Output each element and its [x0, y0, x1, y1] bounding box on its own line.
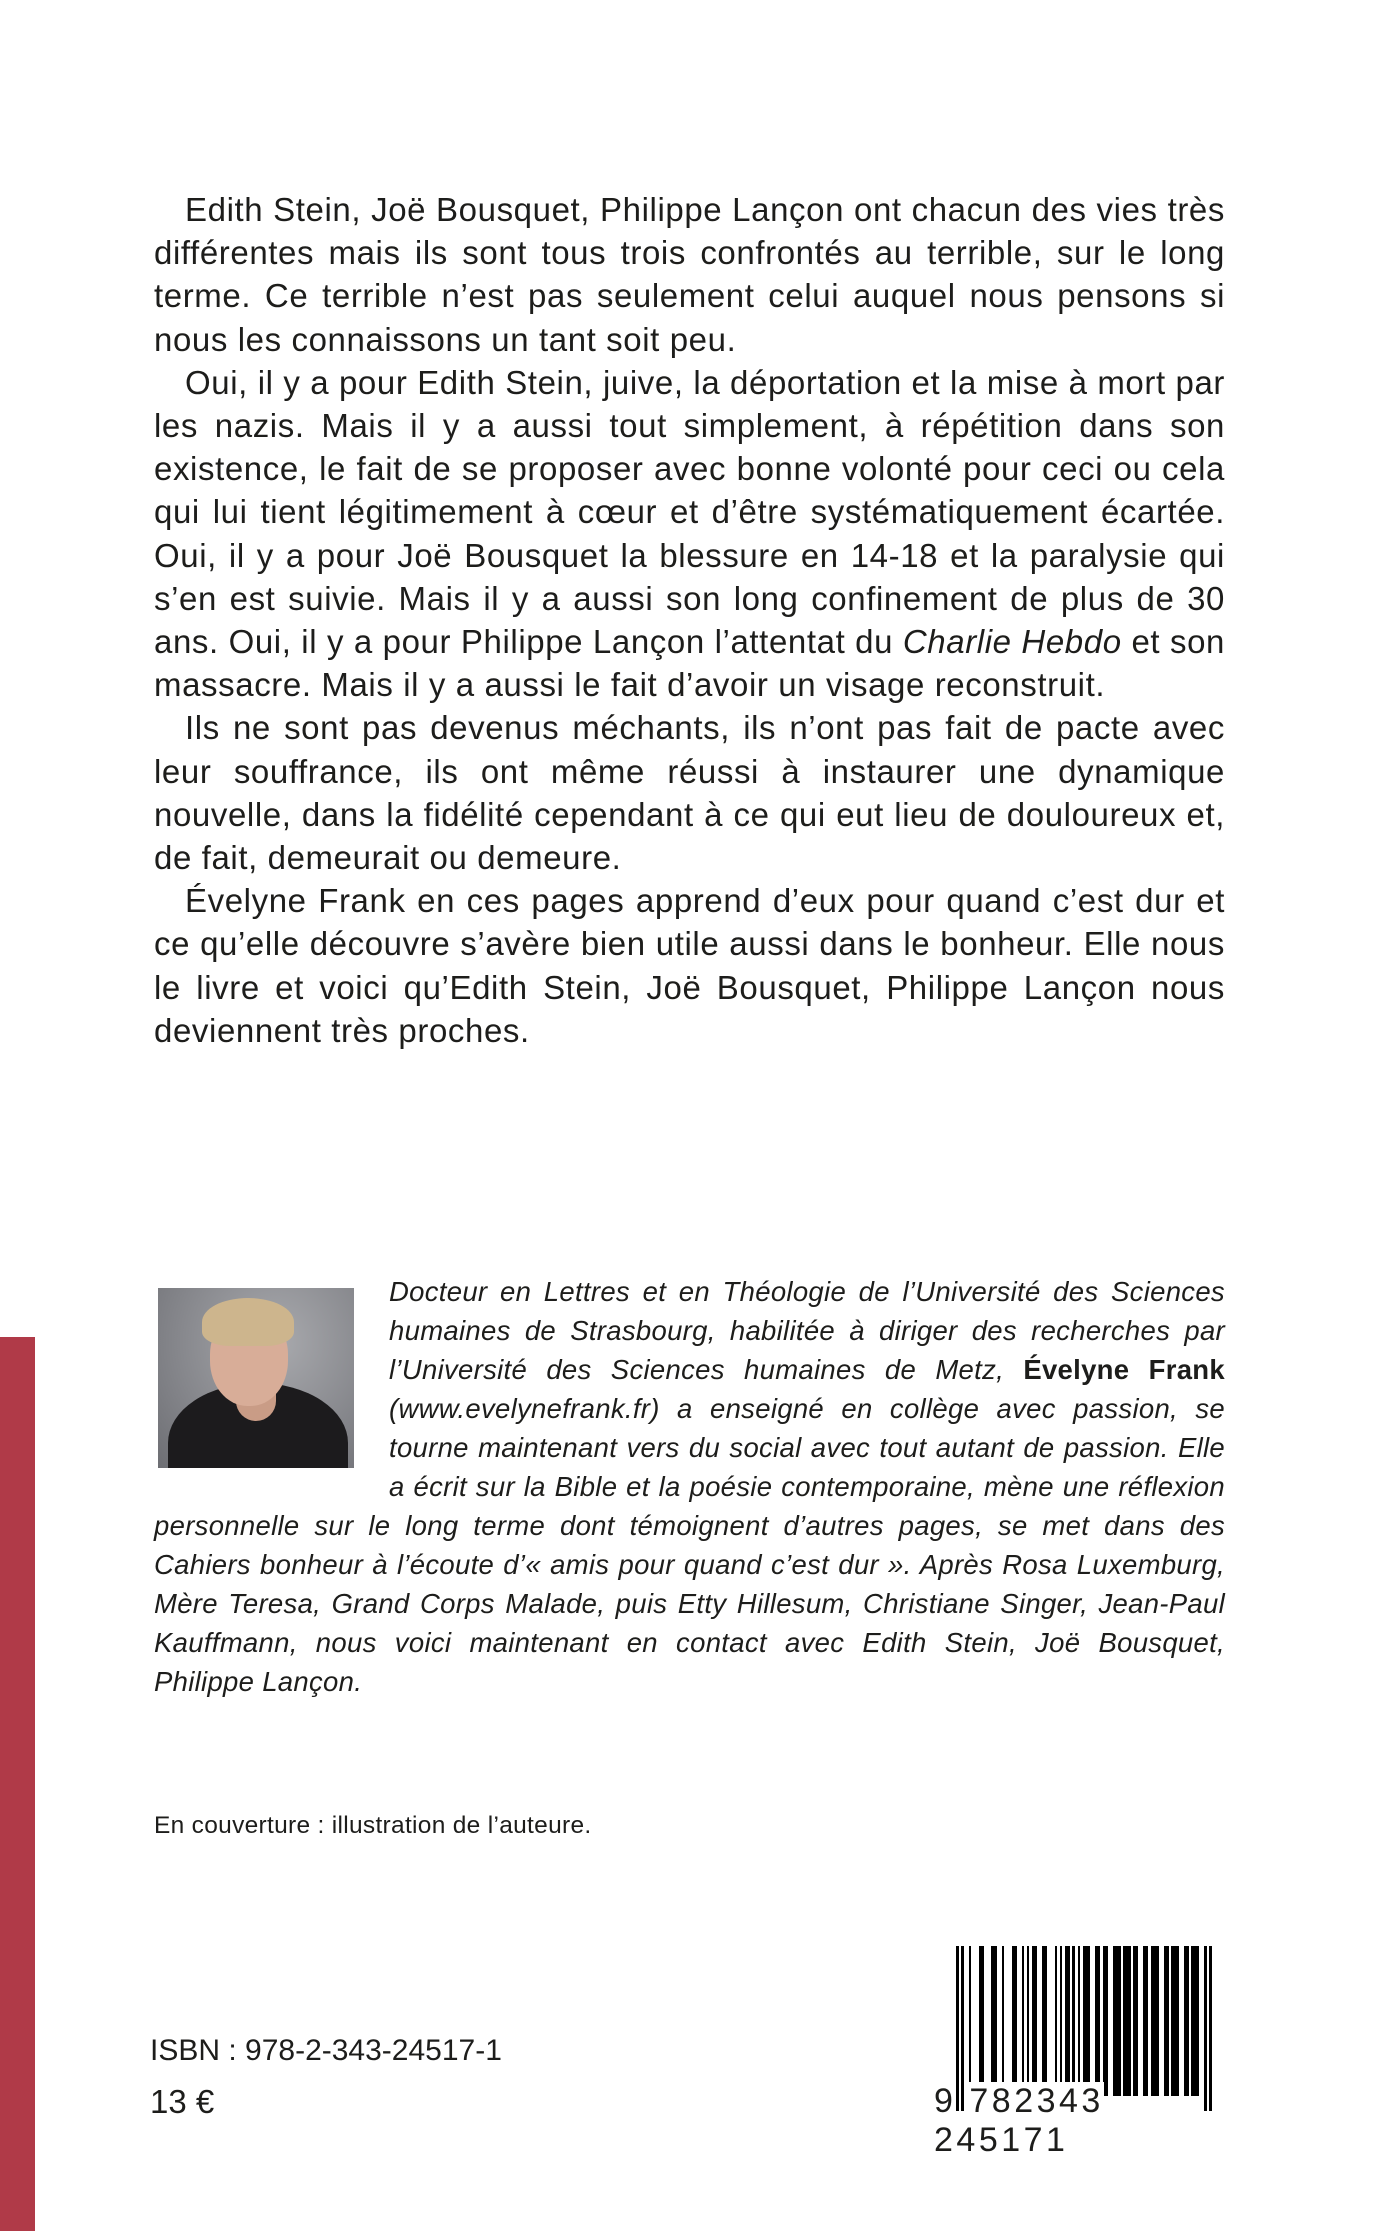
blurb-paragraph: Ils ne sont pas devenus méchants, ils n’ont pas fait de pacte avec leur souffrance, ils ont même réussi à instaurer une dynamique nouvelle, dans la fidélité cependant à ce qui eut lieu de douloureux et, de fait, demeurait ou demeure. — [154, 709, 1225, 877]
barcode-bar — [1171, 1946, 1179, 2096]
barcode-bar — [1191, 1946, 1199, 2096]
author-bio — [154, 1272, 1225, 1701]
spine-color-band — [0, 1337, 35, 2231]
barcode-bar — [971, 1946, 979, 2096]
blurb-paragraph: Edith Stein, Joë Bousquet, Philippe Lançon ont chacun des vies très différentes mais ils sont tous trois confrontés au terrible, sur le long terme. Ce terrible n’est pas seulement celui auquel nous pensons si nous les connaissons un tant soit peu. — [154, 191, 1225, 358]
barcode-bar — [1151, 1946, 1159, 2096]
barcode — [934, 1946, 1212, 2159]
isbn: ISBN : 978-2-343-24517-1 — [150, 2034, 502, 2067]
blurb-paragraph — [154, 361, 1225, 707]
blurb-italic-title: Charlie Hebdo — [902, 623, 1122, 661]
bio-text: (www.evelynefrank.fr) a enseigné en collège avec passion, se tourne maintenant vers du social avec tout autant de passion. Elle a écrit sur la Bible et la poésie contemporaine, mène une réflexion personnelle sur le long terme dont témoignent d’autres pages, se met dans des Cahiers bonheur à l’écoute d’« amis pour quand c’est dur ». Après Rosa Luxemburg, Mère Teresa, Grand Corps Malade, puis Etty Hillesum, Christiane Singer, Jean-Paul Kauffmann, nous voici maintenant en contact avec Edith Stein, Joë Bousquet, Philippe Lançon. — [154, 1393, 1225, 1697]
cover-credit: En couverture : illustration de l’auteure. — [154, 1812, 592, 1839]
price: 13 € — [150, 2083, 215, 2120]
blurb-paragraph: Évelyne Frank en ces pages apprend d’eux pour quand c’est dur et ce qu’elle découvre s’avère bien utile aussi dans le bonheur. Elle nous le livre et voici qu’Edith Stein, Joë Bousquet, Philippe Lançon nous deviennent très proches. — [154, 882, 1225, 1049]
barcode-digit-group: 245171 — [934, 2121, 1069, 2159]
back-cover-blurb — [154, 188, 1225, 1052]
barcode-bar — [1047, 1946, 1055, 2096]
author-photo — [158, 1288, 354, 1468]
barcode-bar — [1113, 1946, 1121, 2096]
barcode-digit-group: 9 — [934, 2082, 957, 2120]
barcode-bar — [1123, 1946, 1131, 2096]
barcode-bar — [1004, 1946, 1012, 2096]
barcode-number — [934, 2082, 1224, 2160]
bio-text: Docteur en Lettres et en Théologie de l’Université des Sciences humaines de Strasbourg, habilitée à diriger des recherches par l’Université des Sciences humaines de Metz, — [389, 1276, 1225, 1385]
barcode-digit-group: 782343 — [969, 2082, 1104, 2120]
barcode-bar — [1083, 1946, 1091, 2096]
barcode-bar — [984, 1946, 992, 2096]
author-name: Évelyne Frank — [1023, 1354, 1225, 1385]
blurb-text: et son massacre. Mais il y a aussi le fait d’avoir un visage reconstruit. — [154, 623, 1225, 704]
blurb-text: Oui, il y a pour Edith Stein, juive, la déportation et la mise à mort par les nazis. Mais il y a aussi tout simplement, à répétition dans son existence, le fait de se proposer avec bonne volonté pour ceci ou cela qui lui tient légitimement à cœur et d’être systématiquement écartée. Oui, il y a pour Joë Bousquet la blessure en 14-18 et la paralysie qui s’en est suivie. Mais il y a aussi son long confinement de plus de 30 ans. Oui, il y a pour Philippe Lançon l’attentat du — [154, 363, 1225, 661]
barcode-bars — [956, 1946, 1212, 2096]
